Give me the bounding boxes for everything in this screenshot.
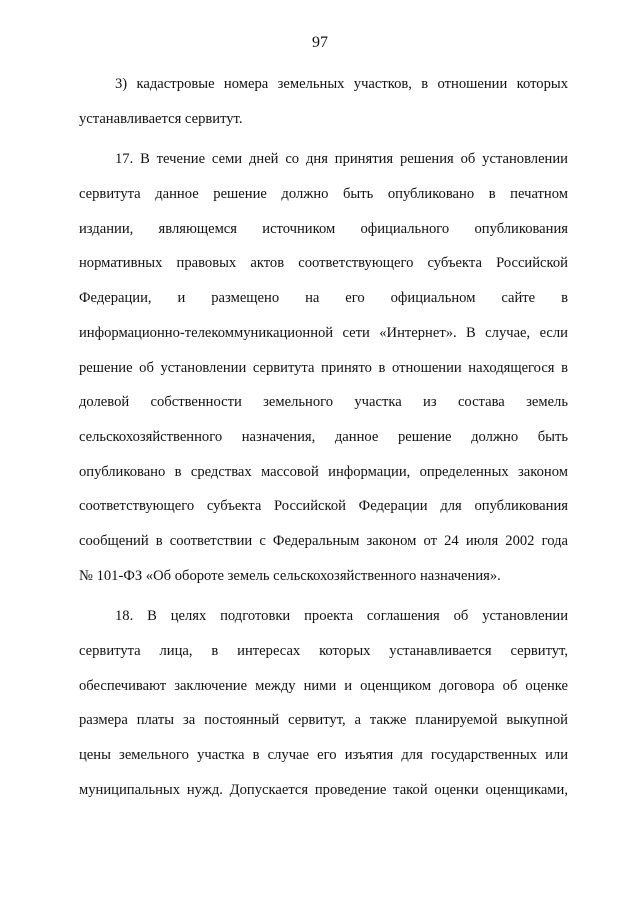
text-line: издании, являющемся источником официального опубликования <box>79 220 568 237</box>
text-line: решение об установлении сервитута принято в отношении находящегося в <box>79 359 568 376</box>
document-body <box>79 67 568 807</box>
text-line: цены земельного участка в случае его изъятия для государственных или <box>79 747 568 764</box>
text-line: сервитута лица, в интересах которых устанавливается сервитут, <box>79 643 568 659</box>
paragraph-item-3 <box>79 67 568 136</box>
text-line: 17. В течение семи дней со дня принятия решения об установлении <box>115 151 568 168</box>
text-line: сообщений в соответствии с Федеральным законом от 24 июля 2002 года <box>79 532 568 549</box>
page-number: 97 <box>312 34 328 51</box>
text-line: 18. В целях подготовки проекта соглашения об установлении <box>115 608 568 625</box>
text-line: долевой собственности земельного участка из состава земель <box>79 394 568 411</box>
text-line: размера платы за постоянный сервитут, а также планируемой выкупной <box>79 712 568 729</box>
text-line: информационно-телекоммуникационной сети «Интернет». В случае, если <box>79 324 568 341</box>
text-line: Федерации, и размещено на его официальном сайте в <box>79 290 568 307</box>
text-line: 3) кадастровые номера земельных участков, в отношении которых <box>115 76 568 92</box>
paragraph-17 <box>79 142 568 593</box>
text-line: нормативных правовых актов соответствующего субъекта Российской <box>79 255 568 272</box>
text-line: сервитута данное решение должно быть опубликовано в печатном <box>79 186 568 203</box>
text-line: обеспечивают заключение между ними и оценщиком договора об оценке <box>79 677 568 694</box>
text-line: муниципальных нужд. Допускается проведение такой оценки оценщиками, <box>79 781 568 798</box>
text-line: устанавливается сервитут. <box>79 110 243 127</box>
text-line: № 101-ФЗ «Об обороте земель сельскохозяйственного назначения». <box>79 567 501 584</box>
paragraph-18 <box>79 599 568 807</box>
text-line: опубликовано в средствах массовой информации, определенных законом <box>79 463 568 480</box>
text-line: соответствующего субъекта Российской Федерации для опубликования <box>79 498 568 515</box>
text-line: сельскохозяйственного назначения, данное решение должно быть <box>79 428 568 445</box>
